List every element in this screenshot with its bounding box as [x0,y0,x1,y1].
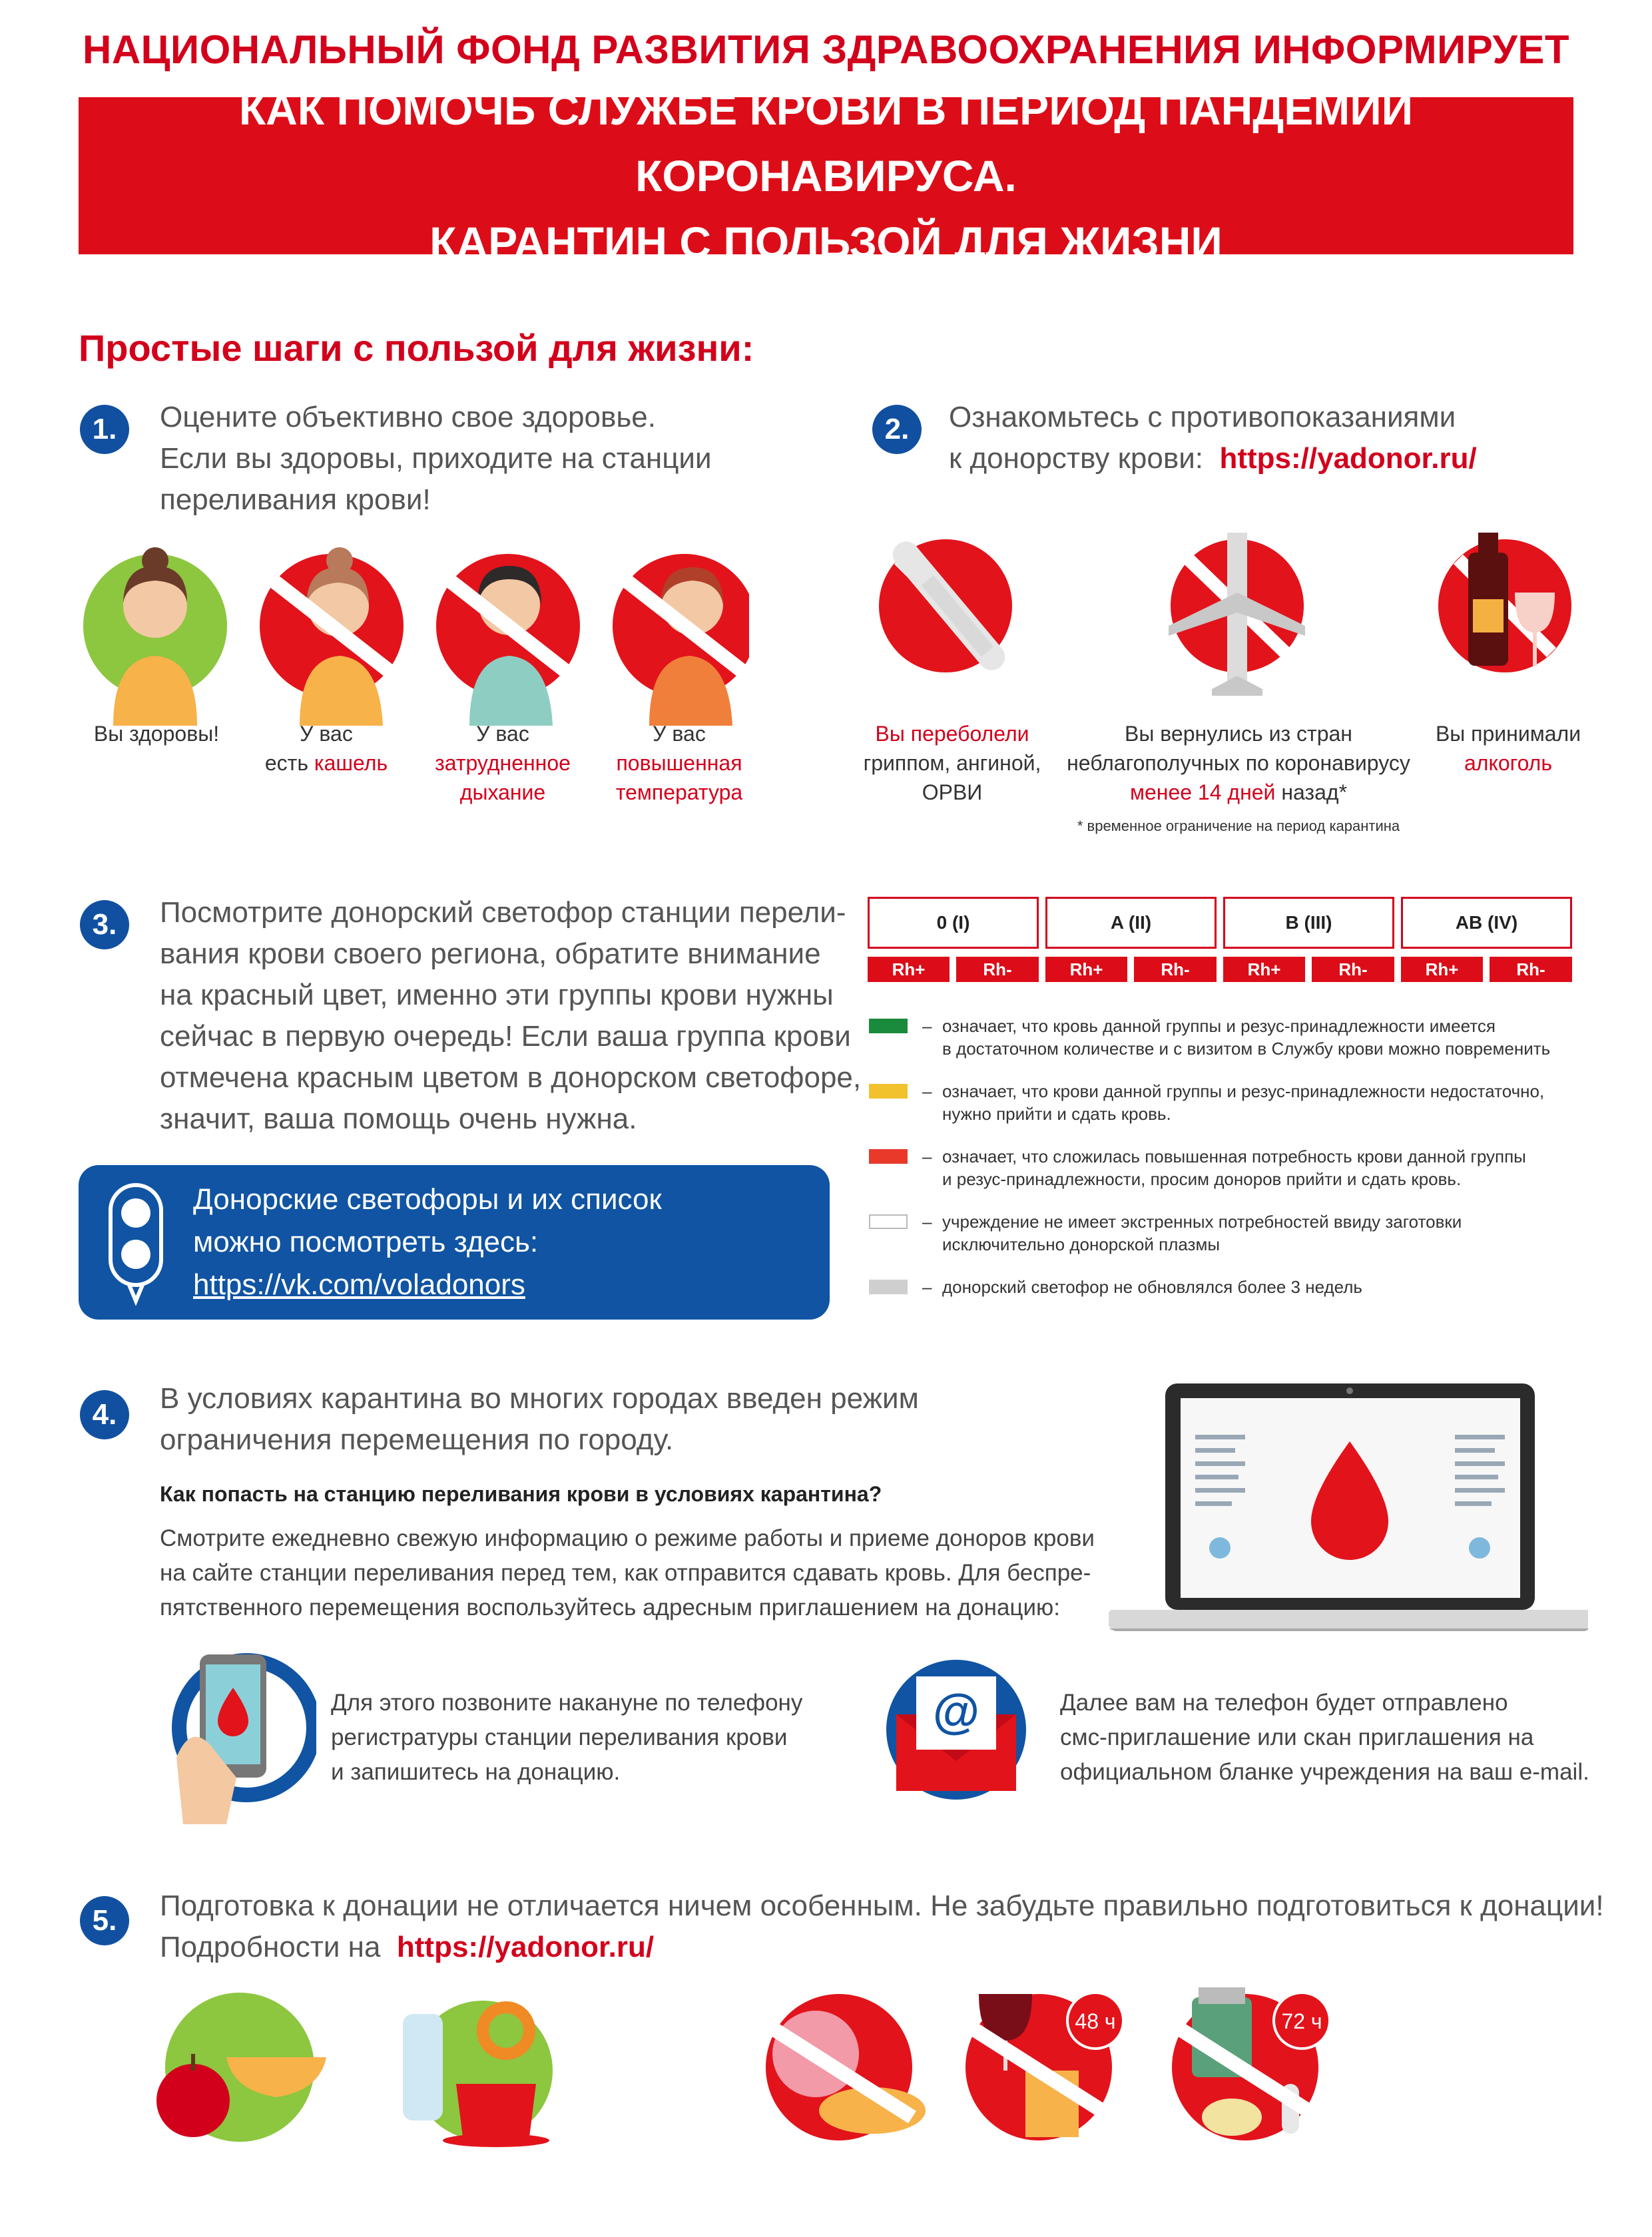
healthy-woman-icon [83,547,227,726]
airplane-icon [1169,533,1305,696]
legend-swatch-yellow [869,1084,908,1099]
step-4-text: В условиях карантина во многих городах введен режим ограничения перемещения по городу. [160,1382,919,1456]
caption-healthy: Вы здоровы! [93,722,220,746]
at-symbol: @ [932,1685,980,1738]
legend-yellow: – означает, что крови данной группы и резус-принадлежности недостаточно, нужно прийти и сдать кровь. [869,1080,1588,1125]
blood-group-a: A (II) [1045,897,1217,949]
rh-negative: Rh- [956,957,1039,982]
caption-travel: Вы вернулись из стран неблагополучных по коронавирусу менее 14 дней назад* [1067,722,1410,804]
legend-white: – учреждение не имеет экстренных потребностей ввиду заготовки исключительно донорской плазмы [869,1210,1588,1256]
step-2-illustrations [872,533,1585,726]
legend-green: – означает, что кровь данной группы и резус-принадлежности имеется в достаточном количестве и с визитом в Службу крови можно повременить [869,1015,1588,1060]
cough-woman-icon [260,547,404,726]
title-banner [79,85,1573,267]
thermometer-icon [879,536,1012,676]
rh-positive: Rh+ [1401,957,1483,982]
traffic-light-info-box [79,1165,830,1320]
caption-breathing: У вас затрудненное дыхание [435,722,571,804]
step-1-illustrations [83,526,749,726]
traffic-light-icon [105,1180,172,1306]
blood-group-table [868,897,1573,982]
rh-positive: Rh+ [1045,957,1127,982]
breathing-woman-icon [436,554,580,726]
rh-positive: Rh+ [868,957,950,982]
legend-grey: – донорский светофор не обновлялся более 3 недель [869,1276,1588,1298]
step-4-number: 4. [80,1390,129,1439]
subtitle: Простые шаги с пользой для жизни: [79,327,754,369]
step-5-illustrations [153,1984,1538,2150]
no-medication-icon [1172,1987,1330,2140]
blood-group-b: B (III) [1223,897,1394,949]
step-1-line-1: Оцените объективно свое здоровье. [160,401,656,433]
box-line-2: можно посмотреть здесь: [193,1226,539,1258]
legend-swatch-red [869,1149,908,1164]
step-3-text: Посмотрите донорский светофор станции перели- вания крови своего региона, обратите внимание на красный цвет, именно эти группы крови нужны сейчас в первую очередь! Если ваша группа крови отмечена красным цветом в донорском светофоре, значит, ваша помощь очень нужна. [160,896,862,1135]
step-2-text: Ознакомьтесь с противопоказаниями к донорству крови: https://yadonor.ru/ [949,401,1477,475]
legend-swatch-grey [869,1280,908,1294]
step-4-paragraph: Смотрите ежедневно свежую информацию о режиме работы и приеме доноров крови на сайте станции переливания перед тем, как отправится сдавать кровь. Для беспре- пятственного перемещения воспользуйтесь адресным приглашением на донацию: [160,1525,1095,1620]
step-1-text [160,397,712,521]
step-2-number: 2. [872,405,922,454]
step-4-question: Как попасть на станцию переливания крови в условиях карантина? [160,1482,882,1506]
rh-negative: Rh- [1490,957,1572,982]
legend-swatch-green [869,1019,908,1033]
step-1-line-2: Если вы здоровы, приходите на станции [160,442,712,475]
legend-swatch-white [869,1214,908,1229]
water-tea-icon [403,2001,553,2147]
phone-hand-icon [163,1644,316,1824]
traffic-legend [869,1015,1588,1298]
healthy-food-icon [156,1993,326,2142]
title-line-2: КАРАНТИН С ПОЛЬЗОЙ ДЛЯ ЖИЗНИ [429,218,1223,267]
footnote: * временное ограничение на период карантина [1077,818,1400,834]
badge-72h: 72 ч [1281,2009,1322,2033]
no-alcohol-icon [965,1993,1123,2140]
vk-link[interactable]: https://vk.com/voladonors [193,1268,525,1301]
fatty-food-icon [766,1994,926,2140]
title-line-1: КАК ПОМОЧЬ СЛУЖБЕ КРОВИ В ПЕРИОД ПАНДЕМИИ КОРОНАВИРУСА. [238,85,1414,200]
caption-flu: Вы переболели гриппом, ангиной, ОРВИ [863,722,1041,804]
caption-alcohol: Вы принимали алкоголь [1435,722,1581,775]
alcohol-icon [1438,533,1571,672]
laptop-illustration [1109,1378,1588,1631]
yadonor-link-2[interactable]: https://yadonor.ru/ [396,1931,655,1963]
phone-text: Для этого позвоните накануне по телефону регистратуры станции переливания крови и запишитесь на донацию. [331,1690,803,1785]
caption-fever: У вас повышенная температура [615,722,743,804]
step-1-line-3: переливания крови! [160,483,431,516]
fever-woman-icon [613,554,749,726]
rh-negative: Rh- [1134,957,1217,982]
step-5-number: 5. [80,1896,129,1945]
org-header: НАЦИОНАЛЬНЫЙ ФОНД РАЗВИТИЯ ЗДРАВООХРАНЕНИЯ ИНФОРМИРУЕТ [83,27,1569,72]
blood-group-ab: AB (IV) [1401,897,1572,949]
badge-48h: 48 ч [1075,2009,1116,2033]
step-3-number: 3. [80,900,129,949]
rh-positive: Rh+ [1223,957,1305,982]
step-1-number: 1. [80,405,129,454]
caption-cough: У вас есть кашель [264,722,388,775]
blood-group-0: 0 (I) [868,897,1039,949]
rh-negative: Rh- [1312,957,1394,982]
mail-text: Далее вам на телефон будет отправлено смс-приглашение или скан приглашения на официальном бланке учреждения на ваш e-mail. [1060,1690,1589,1785]
box-line-1: Донорские светофоры и их список [193,1183,662,1216]
email-icon [878,1651,1037,1811]
legend-red: – означает, что сложилась повышенная потребность крови данной группы и резус-принадлежности, просим доноров прийти и сдать кровь. [869,1145,1588,1190]
yadonor-link[interactable]: https://yadonor.ru/ [1219,442,1477,475]
step-5-text: Подготовка к донации не отличается ничем особенным. Не забудьте правильно подготовиться к донации! Подробности на https://yadonor.ru/ [160,1889,1604,1963]
